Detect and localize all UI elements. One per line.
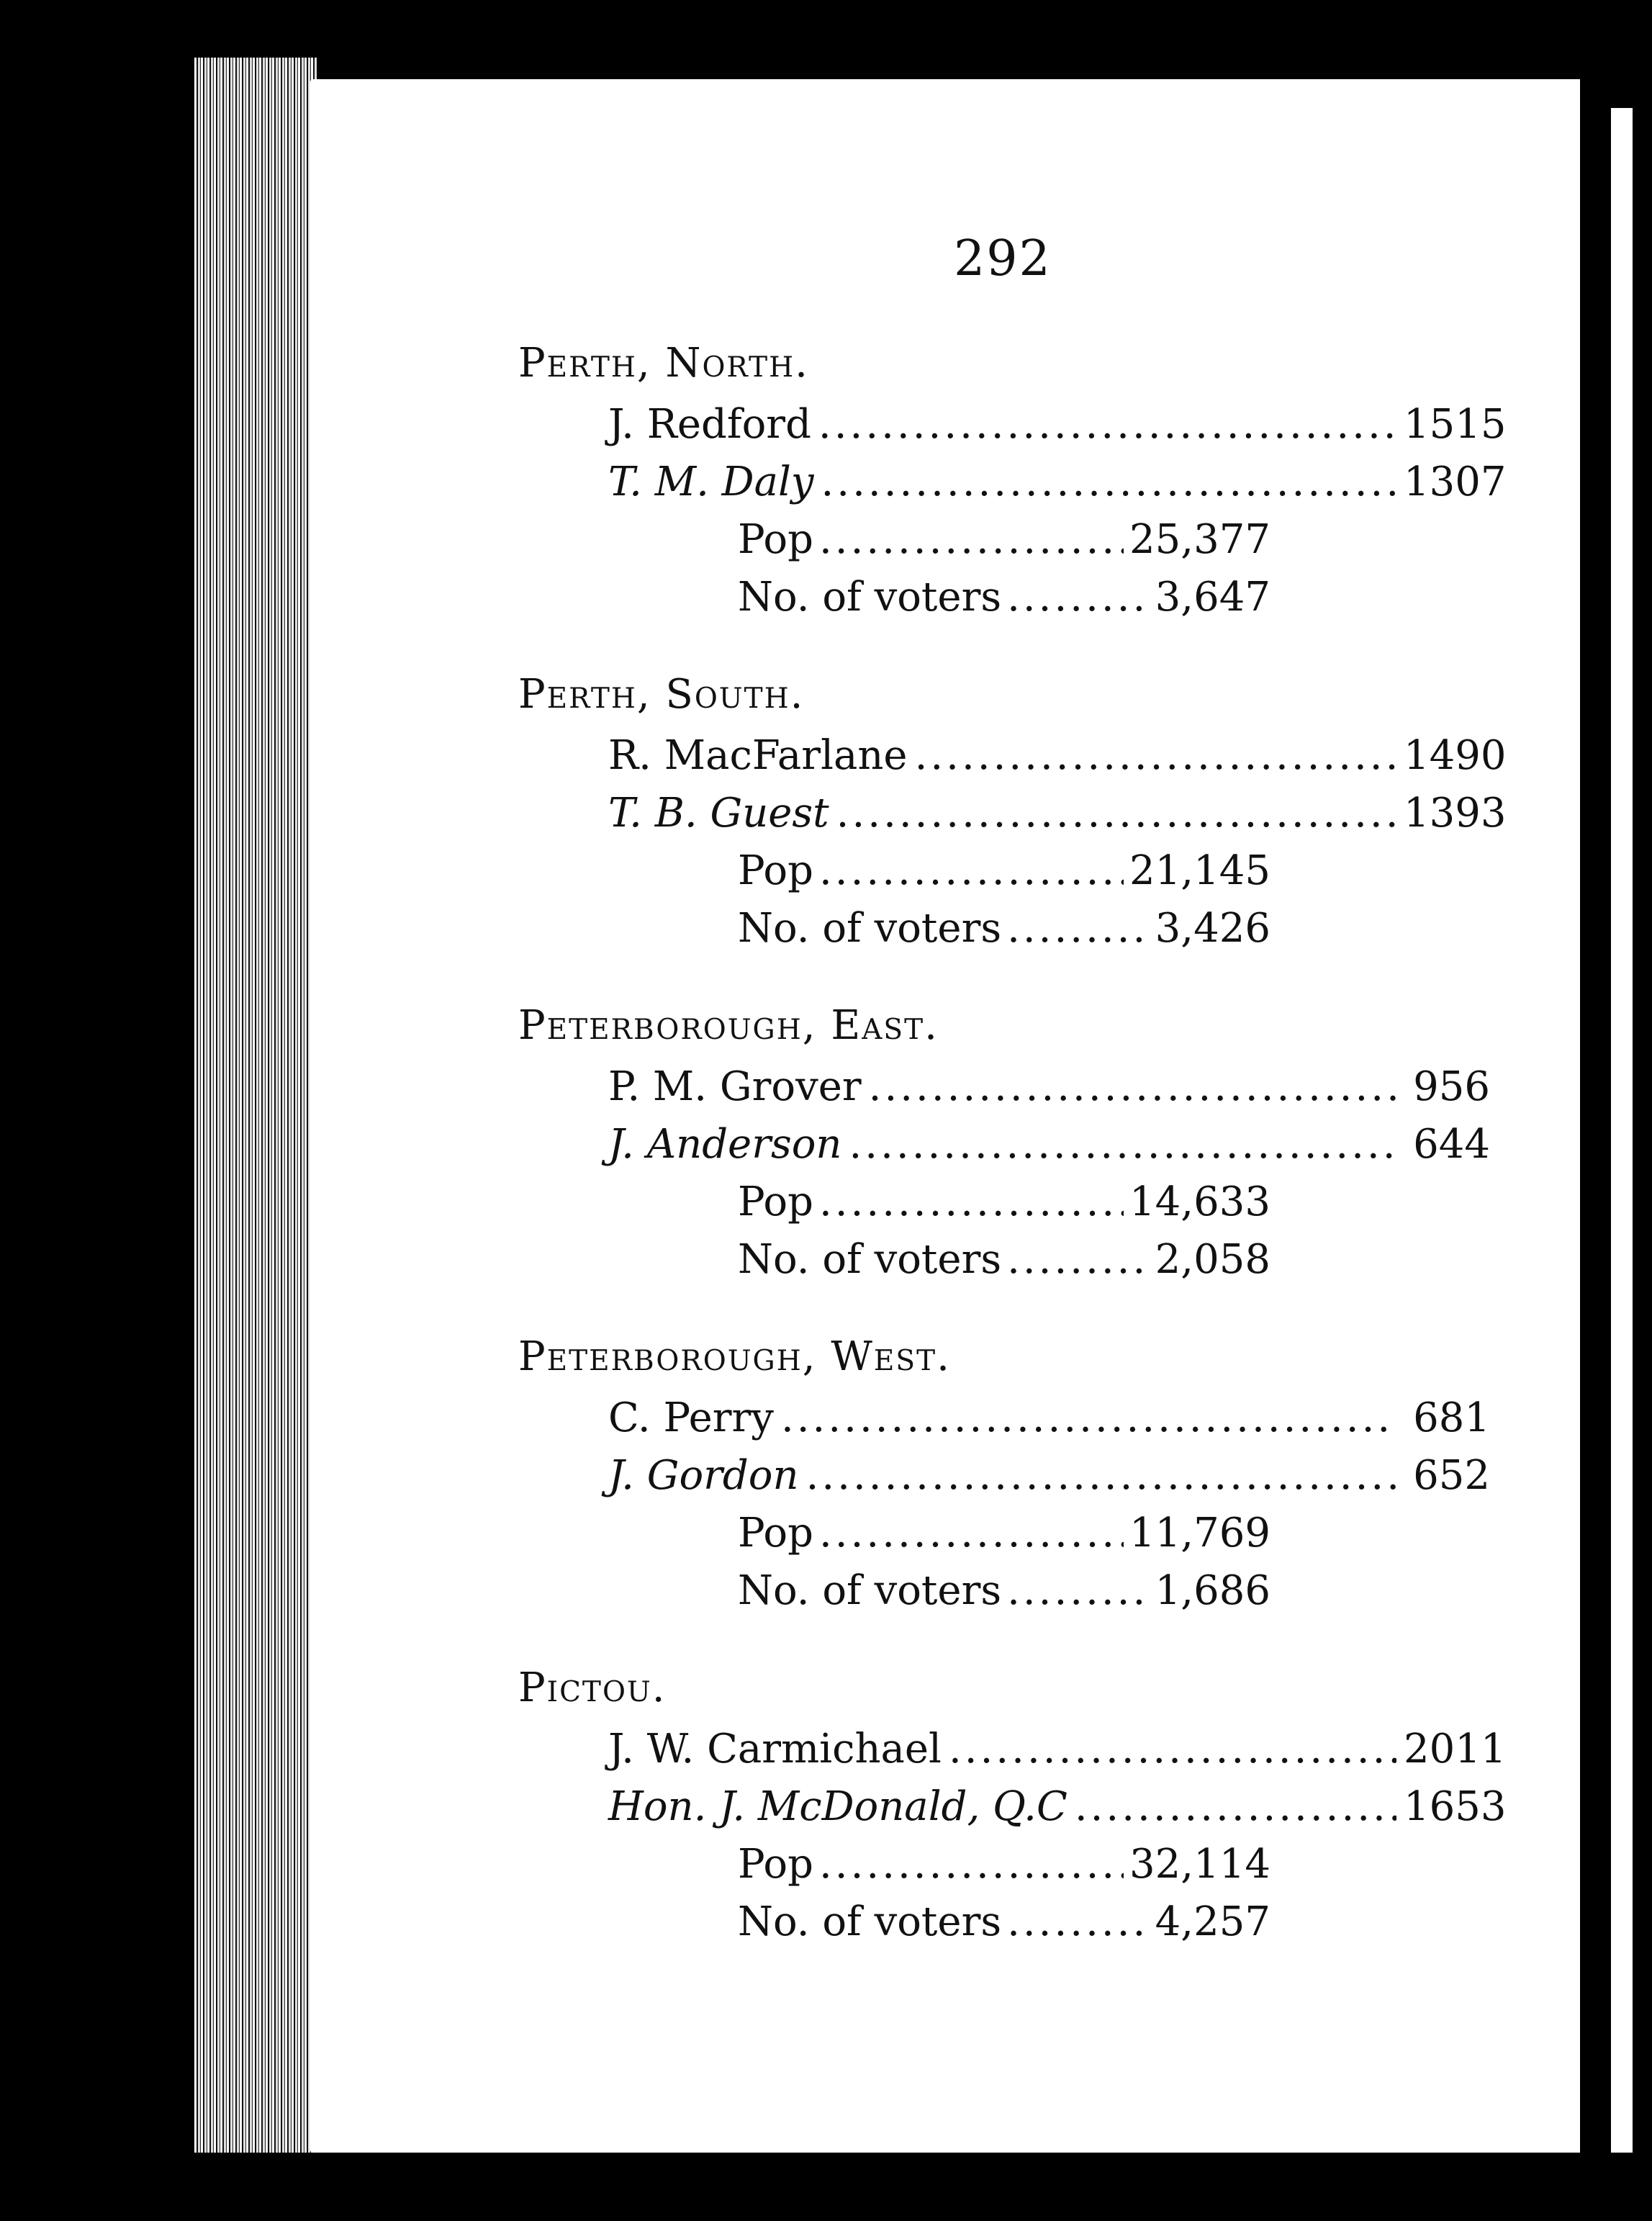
voters-row [738, 900, 1270, 958]
dot-leader [949, 1721, 1396, 1778]
candidate-name: J. Anderson [608, 1121, 842, 1168]
candidate-votes: 644 [1413, 1121, 1490, 1168]
voters-row [738, 1562, 1270, 1620]
candidate-row [608, 1447, 1490, 1505]
voters-label: No. of voters [738, 1898, 1002, 1945]
riding-section-perth-north [518, 331, 1507, 626]
population-row [738, 511, 1270, 569]
population-value: 14,633 [1129, 1179, 1270, 1225]
voters-label: No. of voters [738, 574, 1002, 621]
election-results-list [518, 331, 1507, 1987]
riding-title: Pictou. [518, 1664, 667, 1711]
population-label: Pop [738, 1841, 813, 1888]
candidate-votes: 1307 [1404, 459, 1507, 505]
voters-label: No. of voters [738, 1567, 1002, 1614]
candidate-row [608, 454, 1507, 511]
dot-leader [819, 1173, 1124, 1231]
dot-leader [1007, 1562, 1150, 1620]
voters-row [738, 569, 1270, 626]
voters-value: 3,426 [1155, 905, 1270, 952]
voters-label: No. of voters [738, 905, 1002, 952]
candidate-name: J. Redford [608, 401, 811, 448]
book-page-edges [194, 58, 317, 2153]
candidate-row [608, 727, 1507, 785]
dot-leader [819, 511, 1124, 569]
candidate-name: Hon. J. McDonald, Q.C [608, 1783, 1068, 1830]
candidate-row [608, 1721, 1507, 1778]
dot-leader [1007, 1231, 1150, 1289]
voters-value: 1,686 [1155, 1567, 1270, 1614]
voters-value: 4,257 [1155, 1898, 1270, 1945]
riding-title: Peterborough, West. [518, 1333, 951, 1380]
dot-leader [869, 1058, 1396, 1116]
candidate-votes: 1490 [1404, 732, 1507, 779]
candidate-row [608, 1116, 1490, 1173]
dot-leader [806, 1447, 1396, 1505]
dot-leader [1007, 1893, 1150, 1951]
voters-label: No. of voters [738, 1236, 1002, 1283]
voters-value: 2,058 [1155, 1236, 1270, 1283]
dot-leader [1007, 900, 1150, 958]
voters-row [738, 1231, 1270, 1289]
population-row [738, 1173, 1270, 1231]
candidate-name: J. Gordon [608, 1452, 799, 1499]
candidate-row [608, 1778, 1507, 1836]
dot-leader [1007, 569, 1150, 626]
candidate-votes: 956 [1413, 1063, 1490, 1110]
population-row [738, 1836, 1270, 1893]
candidate-row [608, 1058, 1490, 1116]
population-value: 25,377 [1129, 516, 1270, 563]
population-label: Pop [738, 516, 813, 563]
population-value: 21,145 [1129, 847, 1270, 894]
dot-leader [915, 727, 1396, 785]
population-value: 32,114 [1129, 1841, 1270, 1888]
candidate-name: T. M. Daly [608, 459, 814, 505]
candidate-name: P. M. Grover [608, 1063, 862, 1110]
voters-row [738, 1893, 1270, 1951]
population-label: Pop [738, 847, 813, 894]
candidate-name: C. Perry [608, 1395, 774, 1441]
candidate-name: R. MacFarlane [608, 732, 908, 779]
candidate-name: T. B. Guest [608, 790, 829, 837]
dot-leader [819, 842, 1124, 900]
candidate-votes: 1393 [1404, 790, 1507, 837]
dot-leader [821, 454, 1397, 511]
dot-leader [819, 1836, 1124, 1893]
riding-title: Peterborough, East. [518, 1002, 939, 1049]
riding-title: Perth, North. [518, 340, 809, 387]
candidate-name: J. W. Carmichael [608, 1726, 942, 1772]
riding-title: Perth, South. [518, 671, 805, 718]
riding-section-peterborough-west [518, 1325, 1490, 1620]
dot-leader [836, 785, 1396, 842]
candidate-row [608, 785, 1507, 842]
candidate-votes: 681 [1413, 1395, 1490, 1441]
dot-leader [818, 396, 1396, 454]
candidate-votes: 652 [1413, 1452, 1490, 1499]
facing-page-edge [1611, 108, 1633, 2153]
dot-leader [1075, 1778, 1396, 1836]
candidate-row [608, 1389, 1490, 1447]
dot-leader [819, 1505, 1124, 1562]
page-number: 292 [954, 230, 1052, 287]
riding-section-perth-south [518, 662, 1507, 958]
dot-leader [781, 1389, 1396, 1447]
candidate-votes: 1653 [1404, 1783, 1507, 1830]
population-row [738, 1505, 1270, 1562]
candidate-votes: 1515 [1404, 401, 1507, 448]
population-label: Pop [738, 1179, 813, 1225]
riding-section-peterborough-east [518, 994, 1490, 1289]
dot-leader [849, 1116, 1397, 1173]
candidate-votes: 2011 [1404, 1726, 1507, 1772]
population-label: Pop [738, 1510, 813, 1556]
candidate-row [608, 396, 1507, 454]
riding-section-pictou [518, 1656, 1507, 1951]
population-value: 11,769 [1129, 1510, 1270, 1556]
voters-value: 3,647 [1155, 574, 1270, 621]
population-row [738, 842, 1270, 900]
